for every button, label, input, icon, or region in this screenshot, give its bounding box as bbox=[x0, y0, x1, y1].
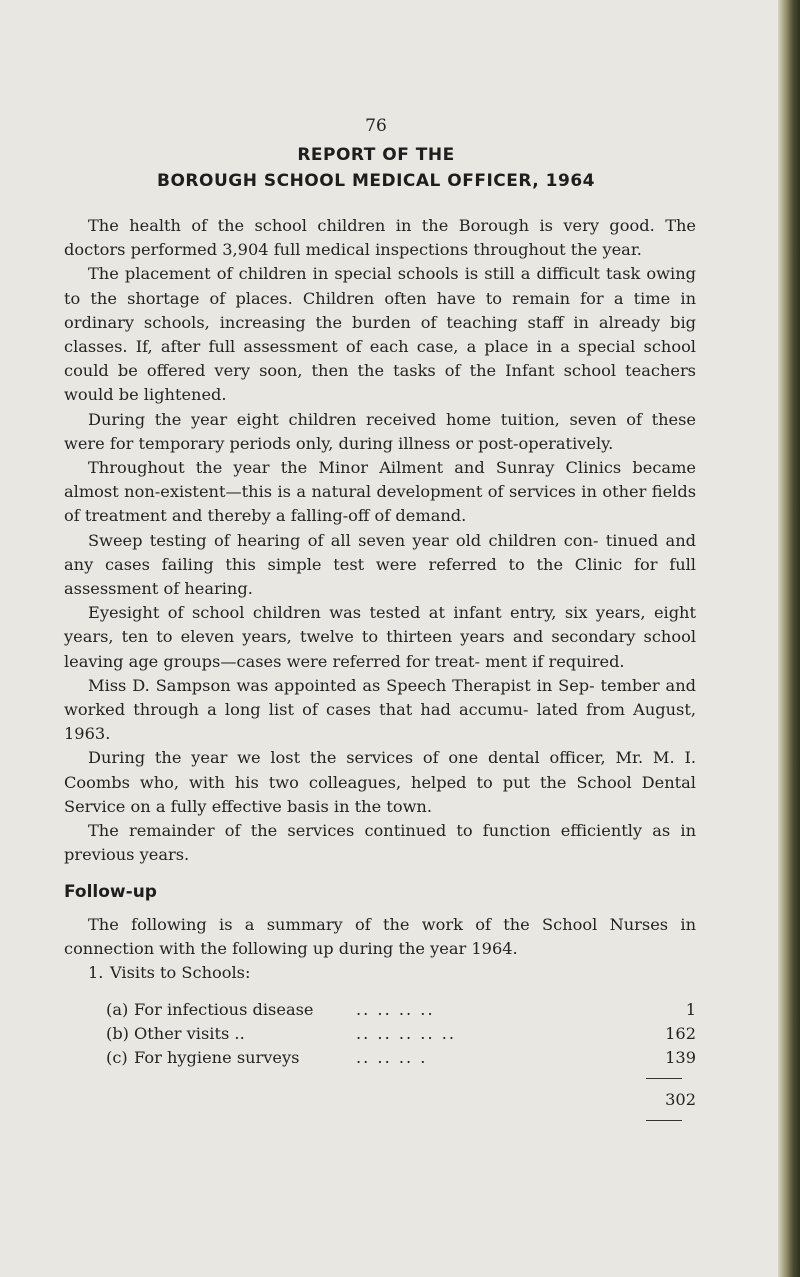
dot-leader: .. .. .. .. bbox=[356, 1000, 435, 1019]
sum-rule-bottom bbox=[646, 1120, 682, 1121]
dot-leader: .. .. .. . bbox=[356, 1048, 428, 1067]
paragraph: Throughout the year the Minor Ailment and Sunray Clinics became almost non-existent—this is a natural development of services in other fields of treatment and thereby a falling-off of demand. bbox=[64, 458, 696, 526]
item-letter: (c) bbox=[106, 1048, 128, 1067]
paragraph: The health of the school children in the Borough is very good. The doctors performed 3,904 full medical inspections throughout the year. bbox=[64, 216, 696, 260]
intro-paragraph: The following is a summary of the work of the School Nurses in connection with the following up during the year 1964. bbox=[64, 915, 696, 959]
item-label: For hygiene surveys bbox=[134, 1048, 300, 1067]
visits-list-title bbox=[88, 963, 250, 982]
paragraph: The placement of children in special schools is still a difficult task owing to the shortage of places. Children often have to remain for a time in ordinary schools, increasing the burden of teaching staff in already big classes. If, after full assessment of each case, a place in a special school could be offered very soon, then the tasks of the Infant school teachers would be lightened. bbox=[64, 264, 696, 405]
item-label: For infectious disease bbox=[134, 1000, 314, 1019]
paragraph: The remainder of the services continued to function efficiently as in previous years. bbox=[64, 821, 696, 865]
report-subtitle: BOROUGH SCHOOL MEDICAL OFFICER, 1964 bbox=[157, 171, 595, 191]
follow-up-intro bbox=[64, 913, 696, 961]
list-number: 1. bbox=[88, 963, 104, 982]
visits-total: 302 bbox=[665, 1090, 696, 1109]
visit-row-infectious bbox=[106, 998, 696, 1022]
item-count: 162 bbox=[665, 1024, 696, 1043]
paragraph: Sweep testing of hearing of all seven year old children con- tinued and any cases failing this simple test were referred to the Clinic for full assessment of hearing. bbox=[64, 530, 696, 599]
paragraph: Miss D. Sampson was appointed as Speech Therapist in Sep- tember and worked through a long list of cases that had accumu- lated from August, 1963. bbox=[64, 675, 696, 744]
page-edge-shadow bbox=[778, 0, 800, 1277]
sum-rule-top bbox=[646, 1078, 682, 1079]
visit-row-hygiene bbox=[106, 1046, 696, 1070]
paragraph: During the year eight children received home tuition, seven of these were for temporary periods only, during illness or post-operatively. bbox=[64, 409, 696, 453]
paragraph: Eyesight of school children was tested at infant entry, six years, eight years, ten to eleven years, twelve to thirteen years and secondary school leaving age groups—cases were referred for treat- ment if required. bbox=[64, 603, 696, 671]
item-label: Other visits .. bbox=[134, 1024, 245, 1043]
item-count: 139 bbox=[665, 1048, 696, 1067]
item-letter: (b) bbox=[106, 1024, 129, 1043]
list-title: Visits to Schools: bbox=[110, 963, 251, 982]
page-number: 76 bbox=[365, 116, 387, 136]
item-count: 1 bbox=[685, 1000, 696, 1019]
report-title: REPORT OF THE bbox=[297, 145, 455, 165]
item-letter: (a) bbox=[106, 1000, 129, 1019]
paragraph: During the year we lost the services of one dental officer, Mr. M. I. Coombs who, with his two colleagues, helped to put the School Dental Service on a fully effective basis in the town. bbox=[64, 748, 696, 816]
visit-row-other bbox=[106, 1022, 696, 1046]
report-body bbox=[64, 214, 696, 867]
follow-up-heading: Follow-up bbox=[64, 882, 157, 902]
dot-leader: .. .. .. .. .. bbox=[356, 1024, 457, 1043]
